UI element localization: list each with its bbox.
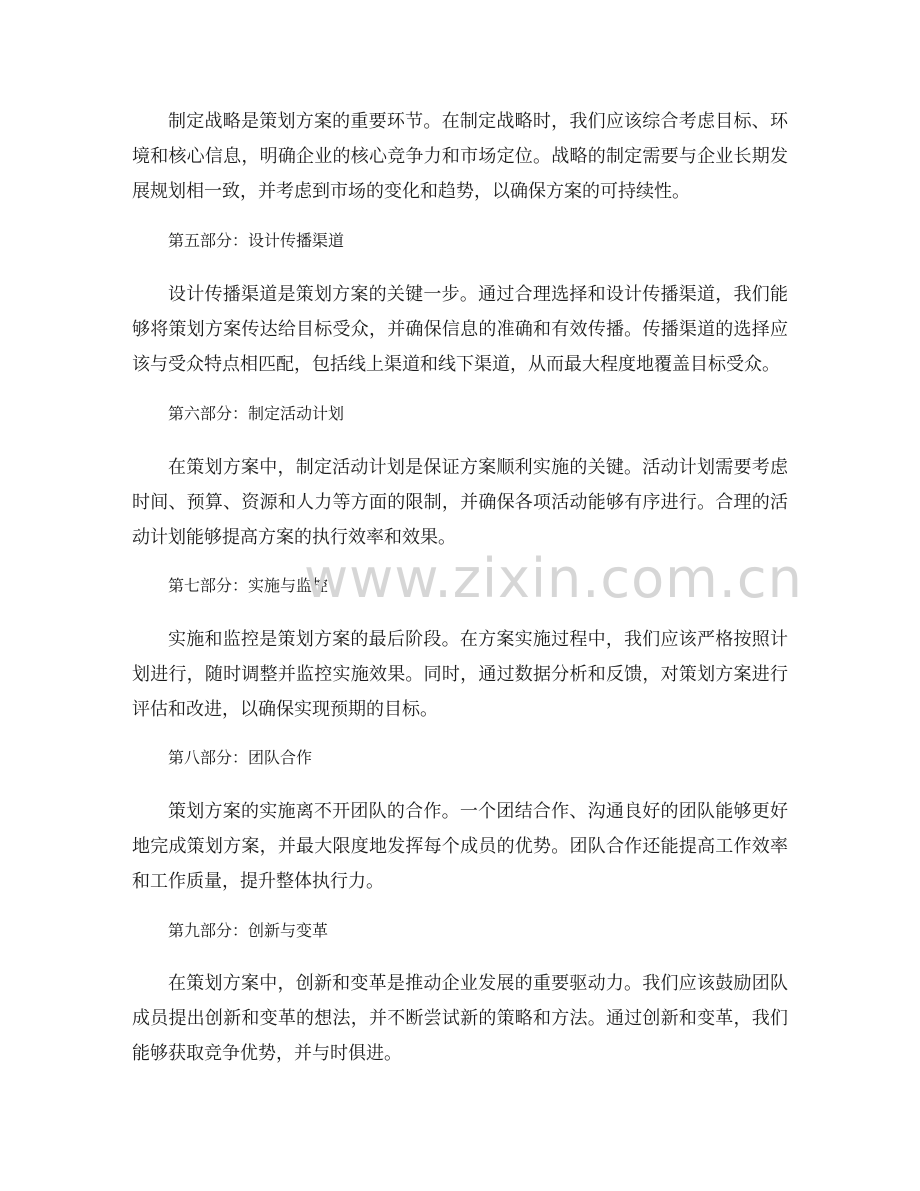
section-heading-6: 第六部分：制定活动计划 — [168, 404, 345, 423]
section-heading-8: 第八部分：团队合作 — [168, 748, 313, 767]
watermark: www.zixin.com.cn — [304, 547, 803, 610]
paragraph-section-8: 策划方案的实施离不开团队的合作。一个团结合作、沟通良好的团队能够更好地完成策划方案，并最大限度地发挥每个成员的优势。团队合作还能提高工作效率和工作质量，提升整体执行力。 — [132, 801, 788, 892]
section-heading-5: 第五部分：设计传播渠道 — [168, 231, 345, 250]
paragraph-section-7: 实施和监控是策划方案的最后阶段。在方案实施过程中，我们应该严格按照计划进行，随时调整并监控实施效果。同时，通过数据分析和反馈，对策划方案进行评估和改进，以确保实现预期的目标。 — [132, 629, 788, 720]
paragraph-section-5: 设计传播渠道是策划方案的关键一步。通过合理选择和设计传播渠道，我们能够将策划方案传达给目标受众，并确保信息的准确和有效传播。传播渠道的选择应该与受众特点相匹配，包括线上渠道和线下渠道，从而最大程度地覆盖目标受众。 — [132, 284, 788, 375]
paragraph-section-6: 在策划方案中，制定活动计划是保证方案顺利实施的关键。活动计划需要考虑时间、预算、资源和人力等方面的限制，并确保各项活动能够有序进行。合理的活动计划能够提高方案的执行效率和效果。 — [132, 457, 788, 548]
paragraph-section-9: 在策划方案中，创新和变革是推动企业发展的重要驱动力。我们应该鼓励团队成员提出创新和变革的想法，并不断尝试新的策略和方法。通过创新和变革，我们能够获取竞争优势，并与时俱进。 — [132, 973, 788, 1064]
section-heading-7: 第七部分：实施与监控 — [168, 576, 329, 595]
section-heading-9: 第九部分：创新与变革 — [168, 921, 329, 940]
paragraph-strategy: 制定战略是策划方案的重要环节。在制定战略时，我们应该综合考虑目标、环境和核心信息，明确企业的核心竞争力和市场定位。战略的制定需要与企业长期发展规划相一致，并考虑到市场的变化和趋势，以确保方案的可持续性。 — [132, 111, 788, 202]
